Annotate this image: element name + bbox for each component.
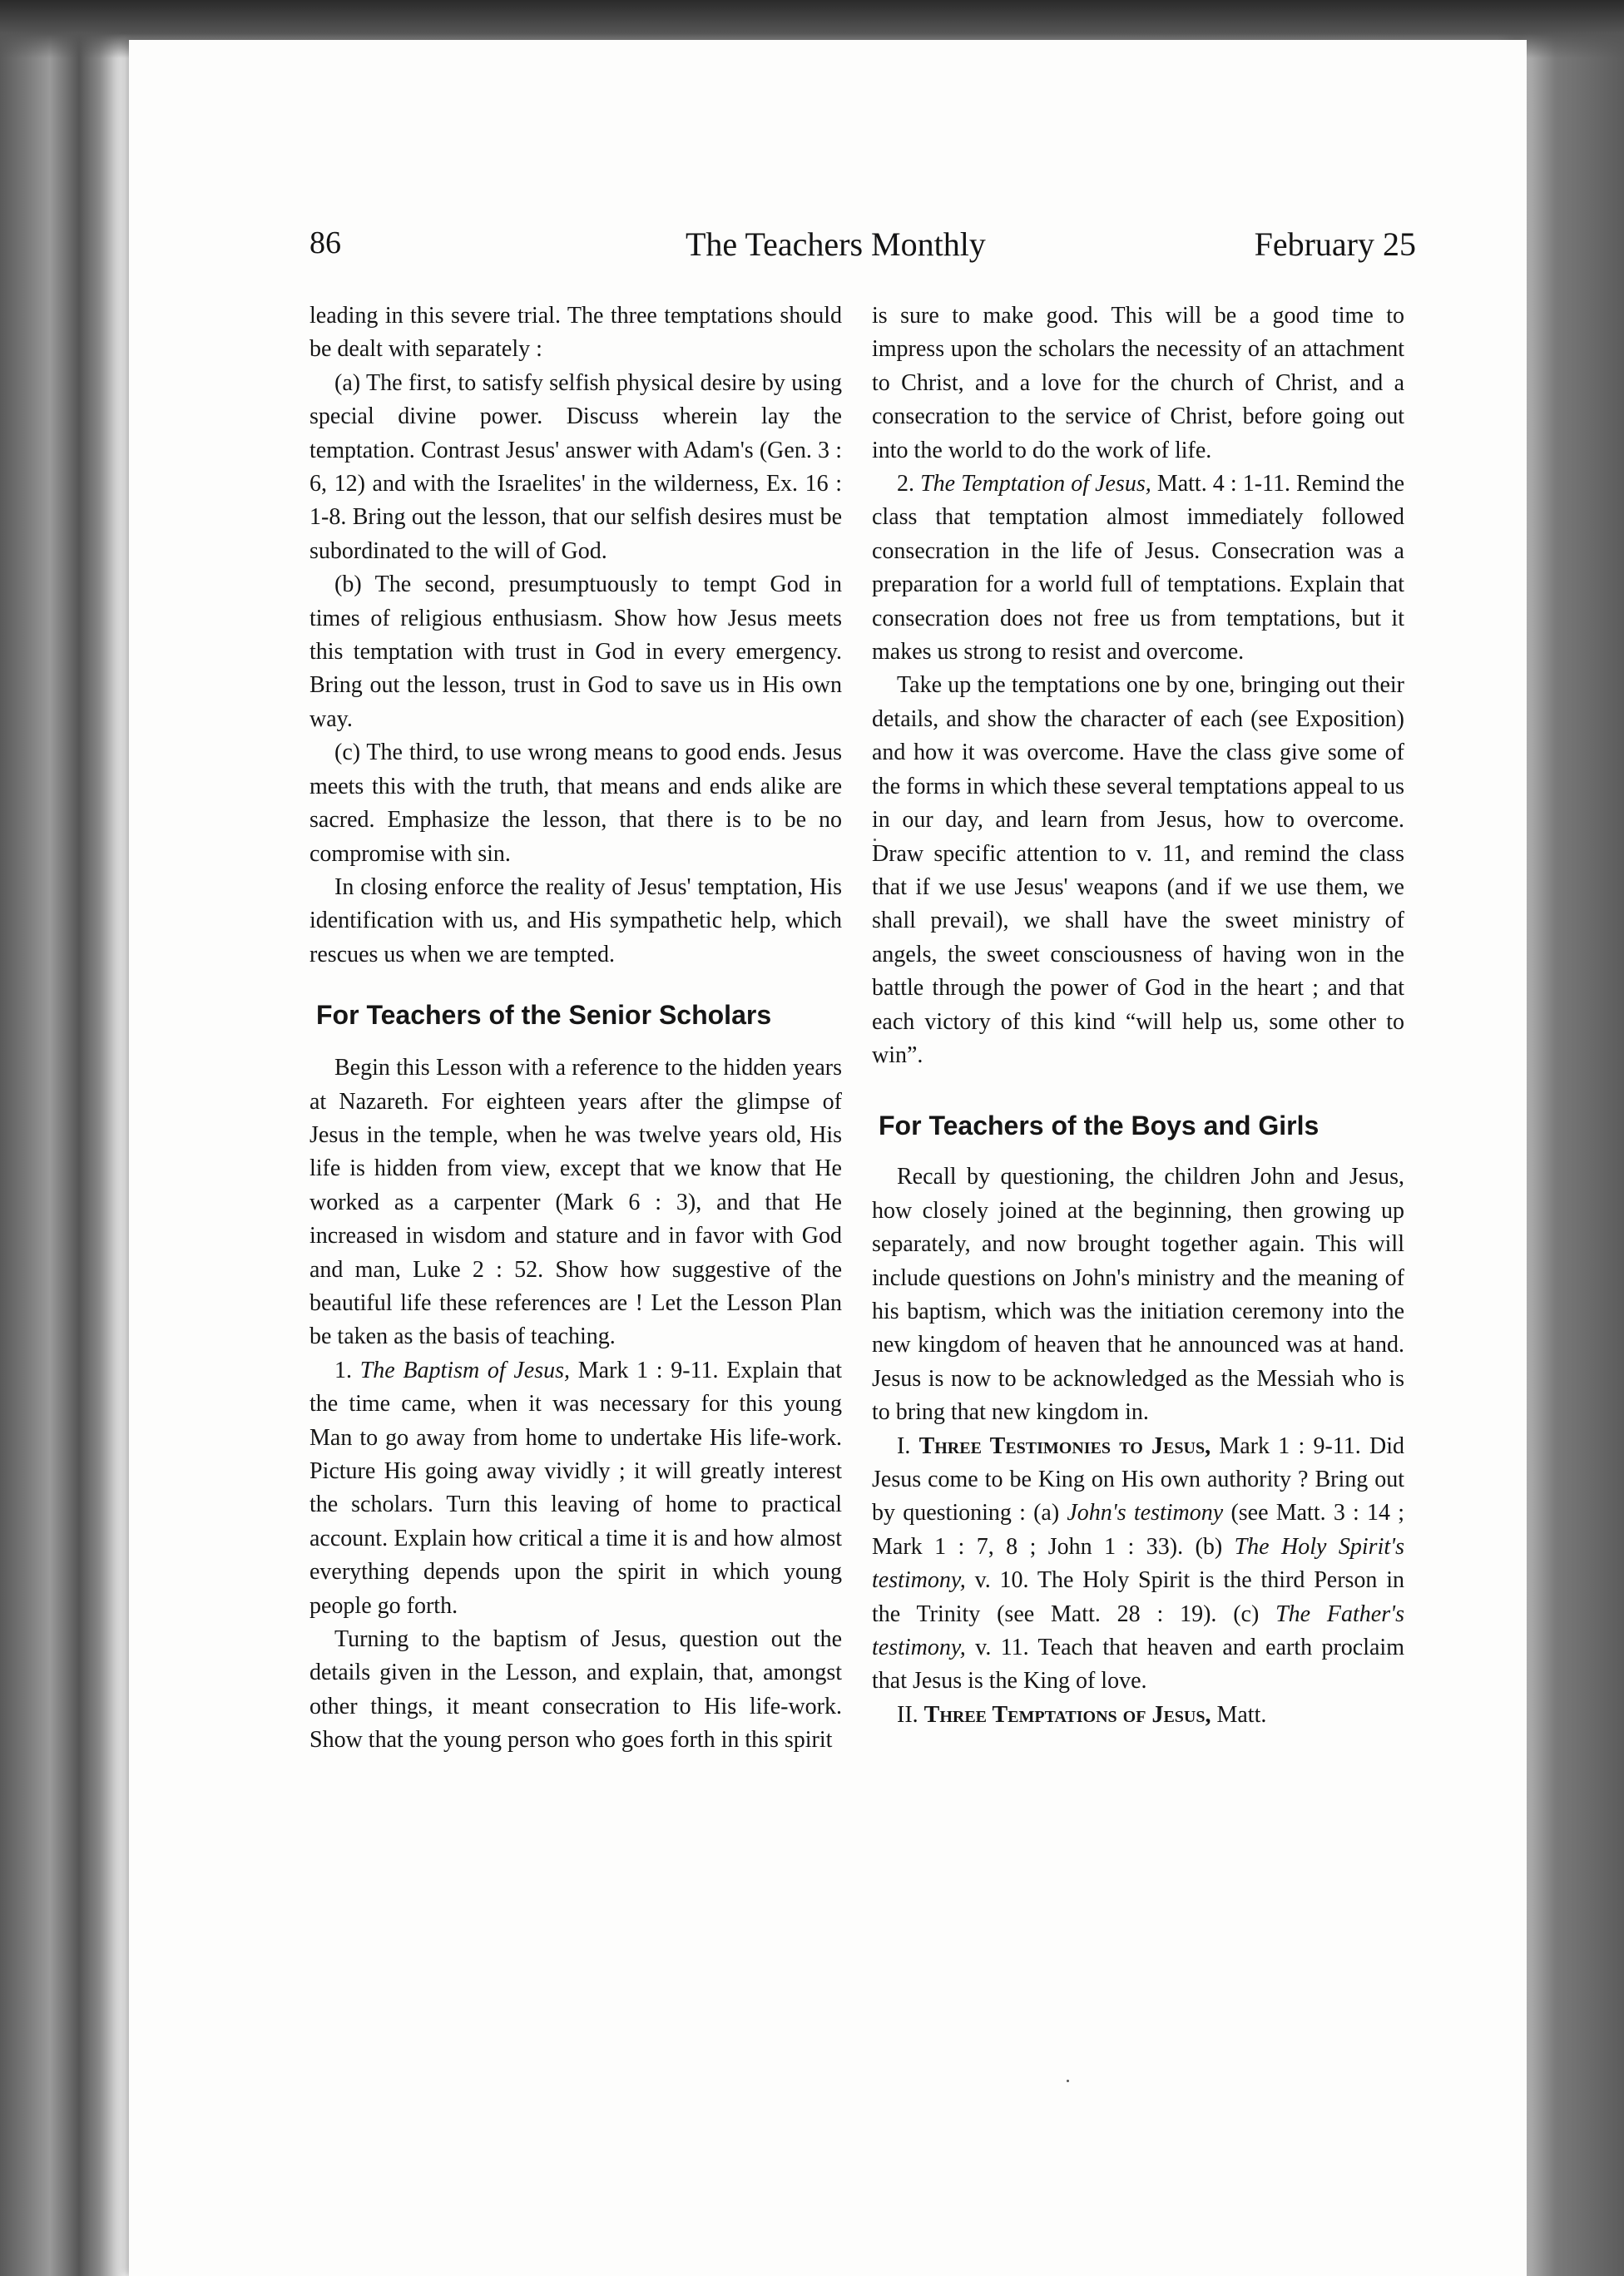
paragraph: Take up the temptations one by one, bringing out their details, and show the character of each (see Exposition) and how it was overcome. Have the class give some of the forms in which these several temptations appeal to us in our day, and learn from Jesus, how to overcome. Draw specific attention to v. 11, and remind the class that if we use Jesus' weapons (and if we use them, we shall prevail), we shall have the sweet ministry of angels, the sweet consciousness of having won in the battle through the power of God in the heart ; and that each victory of this kind “will help us, some other to win”. xyxy=(872,672,1404,1068)
paragraph: leading in this severe trial. The three temptations should be dealt with separately : xyxy=(309,303,842,363)
point-number: 2. xyxy=(897,471,914,497)
paragraph: (a) The first, to satisfy selfish physical desire by using special divine power. Discuss wherein lay the temptation. Contrast Jesus' answer with Adam's (Gen. 3 : 6, 12) and with the Israelites' in the wilderness, Ex. 16 : 1-8. Bring out the lesson, that our selfish desires must be subordinated to the will of God. xyxy=(309,369,842,564)
scan-speck xyxy=(874,839,876,841)
paragraph: (b) The second, presumptuously to tempt God in times of religious enthusiasm. Show how Jesus meets this temptation with trust in God in every emergency. Bring out the lesson, trust in God to save us in His own way. xyxy=(309,571,842,732)
point-body: Matt. 4 : 1-11. Remind the class that temptation almost immediately followed consecration in the life of Jesus. Consecration was a preparation for a world full of temptations. Explain that consecration does not free us from temptations, but it makes us strong to resist and overcome. xyxy=(872,471,1405,665)
page-header xyxy=(309,225,1416,275)
running-title: The Teachers Monthly xyxy=(686,225,986,263)
paragraph: Begin this Lesson with a reference to the hidden years at Nazareth. For eighteen years after the glimpse of Jesus in the temple, when he was twelve years old, His life is hidden from view, except that we know that He worked as a carpenter (Mark 6 : 3), and that He increased in wisdom and stature and in favor with God and man, Luke 2 : 52. Show how suggestive of the beautiful life these references are ! Let the Lesson Plan be taken as the basis of teaching. xyxy=(309,1055,842,1350)
point-body: v. 10. The Holy Spirit is the third Person in the Trinity (see Matt. 28 : 19). (c) xyxy=(872,1567,1404,1627)
point-body: (see Matt. 3 : 14 ; Mark 1 : 7, 8 ; John 1 : 33). (b) xyxy=(872,1500,1405,1560)
paragraph: (c) The third, to use wrong means to good ends. Jesus meets this with the truth, that means and ends alike are sacred. Emphasize the lesson, that there is to be no compromise with sin. xyxy=(309,740,842,867)
point-body: v. 11. Teach that heaven and earth proclaim that Jesus is the King of love. xyxy=(872,1635,1404,1695)
right-column xyxy=(872,299,1404,1732)
paragraph: Turning to the baptism of Jesus, question out the details given in the Lesson, and explain, that, amongst other things, it meant consecration to His life-work. Show that the young person who goes forth in this spirit xyxy=(309,1626,842,1754)
italic-phrase: The Holy Spirit's testimony, xyxy=(872,1533,1405,1594)
paragraph: is sure to make good. This will be a good time to impress upon the scholars the necessity of an attachment to Christ, and a love for the church of Christ, and a consecration to the service of Christ, before going out into the world to do the work of life. xyxy=(872,303,1404,463)
italic-phrase: The Father's testimony, xyxy=(872,1601,1405,1661)
point-number: I. xyxy=(897,1432,911,1459)
paragraph xyxy=(872,1430,1404,1699)
italic-phrase: John's testimony xyxy=(1067,1500,1224,1526)
point-caps-title: Three Temptations of Jesus, xyxy=(923,1701,1211,1728)
point-caps-title: Three Testimonies to Jesus, xyxy=(918,1432,1211,1459)
section-heading-senior-scholars: For Teachers of the Senior Scholars xyxy=(316,1000,772,1031)
point-number: II. xyxy=(897,1701,918,1728)
issue-date: February 25 xyxy=(1254,225,1416,263)
paragraph: Recall by questioning, the children John and Jesus, how closely joined at the beginning, then growing up separately, and now brought together again. This will include questions on John's ministry and the meaning of his baptism, which was the initiation ceremony into the new kingdom of heaven that he announced was at hand. Jesus is now to be acknowledged as the Messiah who is to bring that new kingdom in. xyxy=(872,1164,1404,1426)
left-column xyxy=(309,299,842,1758)
point-body: Matt. xyxy=(1216,1701,1267,1728)
point-body: Mark 1 : 9-11. Explain that the time came, when it was necessary for this young Man to go away from home to undertake His life-work. Picture His going away vividly ; it will greatly interest the scholars. Turn this leaving of home to practical account. Explain how critical a time it is and how almost everything depends upon the spirit in which young people go forth. xyxy=(309,1357,843,1619)
scan-speck xyxy=(1067,2080,1069,2082)
point-title: The Temptation of Jesus, xyxy=(920,471,1151,497)
point-title: The Baptism of Jesus, xyxy=(359,1357,571,1383)
point-body: Mark 1 : 9-11. Did Jesus come to be King on His own authority ? Bring out by questioning : (a) xyxy=(872,1432,1405,1526)
paragraph xyxy=(309,1354,842,1623)
paragraph xyxy=(872,1699,1404,1732)
paragraph xyxy=(872,468,1404,669)
section-heading-boys-and-girls: For Teachers of the Boys and Girls xyxy=(879,1111,1320,1141)
paragraph: In closing enforce the reality of Jesus' temptation, His identification with us, and His sympathetic help, which rescues us when we are tempted. xyxy=(309,873,842,967)
page-number: 86 xyxy=(309,225,341,260)
point-number: 1. xyxy=(334,1357,352,1383)
